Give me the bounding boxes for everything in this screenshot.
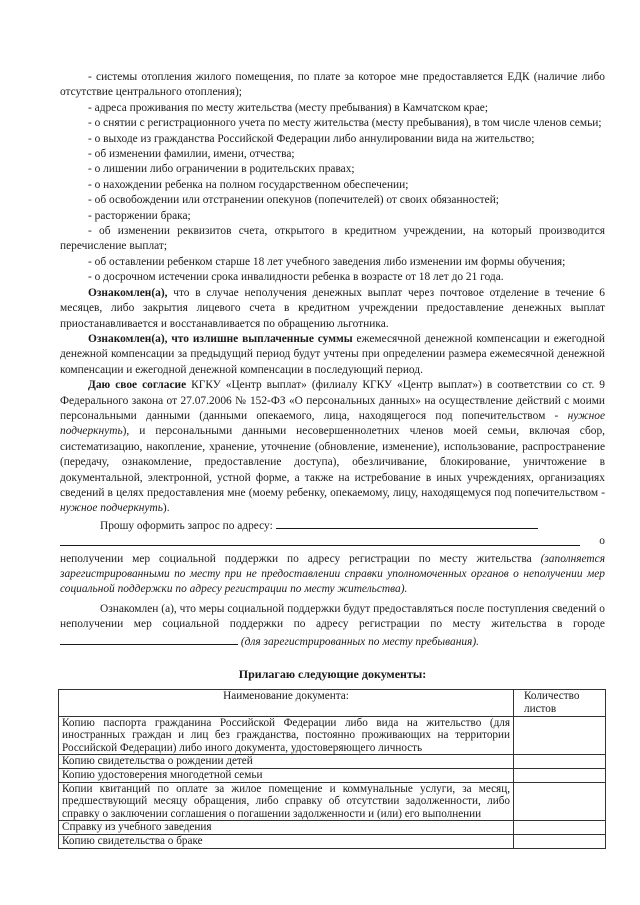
request-italic: (заполняется зарегистрированными по месту при не предоставлении справки уполномоченных органов о неполучении мер социальной поддержки по адресу регистрации по месту жительства). <box>60 552 605 596</box>
table-row <box>59 782 606 821</box>
request-tail: о <box>599 535 605 548</box>
request-blank-line <box>60 534 605 551</box>
city-field[interactable] <box>60 633 238 645</box>
table-row <box>59 755 606 769</box>
qty-cell[interactable] <box>514 755 606 769</box>
acquainted-2-bold: Ознакомлен(а), что излишне выплаченные суммы <box>88 332 353 345</box>
qty-cell[interactable] <box>514 769 606 783</box>
consent-text-3: ). <box>162 502 170 515</box>
list-item: - об изменении реквизитов счета, открытого в кредитном учреждении, на который производится перечисление выплат; <box>60 225 605 253</box>
document-name-cell: Копию свидетельства о рождении детей <box>59 755 514 769</box>
qty-cell[interactable] <box>514 821 606 835</box>
request-label: Прошу оформить запрос по адресу: <box>100 519 273 532</box>
consent-italic-1: нужное подчеркнуть <box>60 409 605 438</box>
table-row <box>59 769 606 783</box>
table-row <box>59 821 606 835</box>
table-row <box>59 834 606 848</box>
document-name-cell: Копию паспорта гражданина Российской Федерации либо вида на жительство (для иностранных граждан и лиц без гражданства, постоянно проживающих на территории Российской Федерации) либо иного документа, удостоверяющего личность <box>59 716 514 755</box>
table-row <box>59 716 606 755</box>
consent-text-1: КГКУ «Центр выплат» (филиалу КГКУ «Центр выплат») в соответствии со ст. 9 Федерального закона от 27.07.2006 № 152-ФЗ «О персональных данных» на осуществление действий с моими персональными данными (данными опекаемого, лица, находящегося под попечительством - <box>60 379 605 422</box>
acquainted-paragraph-1 <box>60 286 605 332</box>
notification-list <box>60 70 605 286</box>
documents-table <box>58 689 606 848</box>
column-header-qty: Количество листов <box>514 690 606 716</box>
list-item: - об освобождении или отстранении опекунов (попечителей) от своих обязанностей; <box>88 194 499 207</box>
document-name-cell: Копию свидетельства о браке <box>59 834 514 848</box>
list-item: - системы отопления жилого помещения, по плате за которое мне предоставляется ЕДК (наличие либо отсутствие центрального отопления); <box>60 71 605 99</box>
list-item: - о выходе из гражданства Российской Федерации либо аннулировании вида на жительство; <box>88 132 535 145</box>
request-label-line <box>60 517 605 534</box>
qty-cell[interactable] <box>514 782 606 821</box>
qty-cell[interactable] <box>514 834 606 848</box>
table-header-row <box>59 690 606 716</box>
list-item: - о снятии с регистрационного учета по месту жительства (месту пребывания), в том числе членов семьи; <box>88 117 602 130</box>
list-item: - расторжении брака; <box>88 209 191 222</box>
document-name-cell: Копию удостоверения многодетной семьи <box>59 769 514 783</box>
document-name-cell: Копии квитанций по оплате за жилое помещение и коммунальные услуги, за месяц, предшествующий месяцу обращения, либо справку об отсутствии задолженности, либо справку о заключении соглашения о погашении задолженности и (или) его выполнении <box>59 782 514 821</box>
documents-heading: Прилагаю следующие документы: <box>238 667 427 682</box>
list-item: - об оставлении ребенком старше 18 лет учебного заведения либо изменении им формы обучения; <box>88 255 566 268</box>
request-address-field-2[interactable] <box>60 534 580 546</box>
request-paragraph <box>60 552 605 598</box>
acquainted-2-text: ежемесячной денежной компенсации и ежегодной денежной компенсации за предыдущий период будут учтены при определении размера ежемесячной денежной компенсации и ежегодной денежной компенсации в последующий период. <box>60 332 606 376</box>
acquainted-paragraph-3 <box>60 602 605 650</box>
document-page <box>60 70 605 849</box>
column-header-name: Наименование документа: <box>59 690 514 716</box>
acquainted-3-text: Ознакомлен (а), что меры социальной поддержки будут предоставляться после поступления сведений о неполучении мер социальной поддержки по адресу регистрации по месту жительства в городе <box>60 602 605 631</box>
acquainted-paragraph-2 <box>60 332 605 378</box>
consent-paragraph <box>60 378 605 517</box>
consent-bold: Даю свое согласие <box>88 379 187 392</box>
document-name-cell: Справку из учебного заведения <box>59 821 514 835</box>
list-item: - об изменении фамилии, имени, отчества; <box>88 148 295 161</box>
request-text: неполучении мер социальной поддержки по адресу регистрации по месту жительства <box>60 552 541 565</box>
list-item: - о лишении либо ограничении в родительских правах; <box>88 163 355 176</box>
acquainted-1-text: что в случае неполучения денежных выплат через почтовое отделение в течение 6 месяцев, либо закрытия лицевого счета в кредитном учреждении предоставление денежных выплат приостанавливается и восстанавливается по обращению льготника. <box>60 286 605 330</box>
qty-cell[interactable] <box>514 716 606 755</box>
list-item: - о досрочном истечении срока инвалидности ребенка в возрасте от 18 лет до 21 года. <box>88 271 504 284</box>
list-item: - адреса проживания по месту жительства (месту пребывания) в Камчатском крае; <box>88 101 489 114</box>
acquainted-3-italic: (для зарегистрированных по месту пребывания). <box>238 635 479 648</box>
request-address-field[interactable] <box>276 517 538 529</box>
consent-italic-2: нужное подчеркнуть <box>60 502 163 515</box>
acquainted-1-bold: Ознакомлен(а), <box>88 286 168 299</box>
consent-text-2: ), и персональными данными несовершеннолетних членов моей семьи, включая сбор, систематизацию, накопление, хранение, уточнение (обновление, изменение), использование, распространение (передачу, ознакомление, предоставление доступа), обезличивание, блокирование, уничтожение в документальной, электронной, устной форме, а также на истребование в иных учреждениях, организациях сведений в целях предоставления мне (моему ребенку, опекаемому, лицу, находящемуся под попечительством - <box>60 425 605 499</box>
list-item: - о нахождении ребенка на полном государственном обеспечении; <box>88 178 409 191</box>
